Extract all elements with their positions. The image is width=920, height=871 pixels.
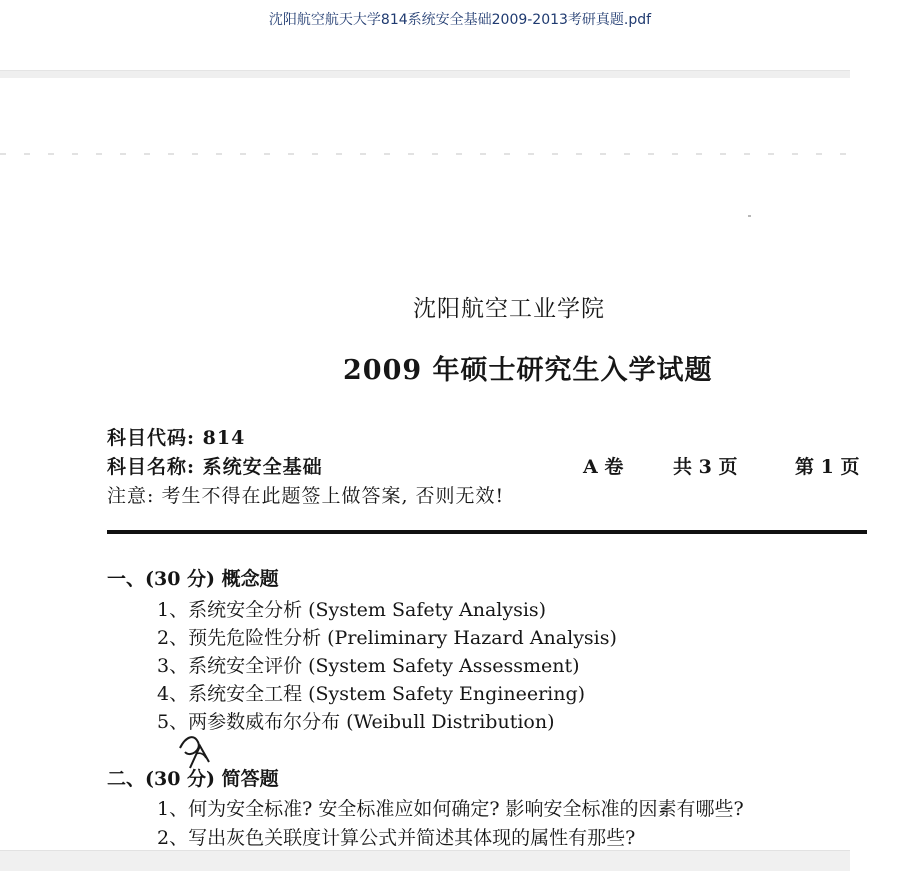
viewer-header [0,0,850,70]
question-item: 1、何为安全标准? 安全标准应如何确定? 影响安全标准的因素有哪些? [157,798,744,820]
scan-speck [748,215,751,217]
file-title[interactable]: 沈阳航空航天大学814系统安全基础2009-2013考研真题.pdf [268,12,652,28]
viewer-footer [0,850,850,871]
subject-code: 科目代码: 814 [107,427,246,449]
page-number: 第 1 页 [795,456,860,478]
header-rule [107,530,867,534]
exam-notice: 注意: 考生不得在此题签上做答案, 否则无效! [107,485,505,507]
question-item: 4、系统安全工程 (System Safety Engineering) [157,683,586,705]
exam-title: 2009 年硕士研究生入学试题 [343,355,713,386]
school-name: 沈阳航空工业学院 [413,296,605,322]
scan-noise [0,152,850,156]
question-item: 3、系统安全评价 (System Safety Assessment) [157,655,580,677]
document-page [0,78,900,850]
total-pages: 共 3 页 [673,456,738,478]
question-item: 5、两参数威布尔分布 (Weibull Distribution) [157,711,555,733]
question-item: 2、写出灰色关联度计算公式并简述其体现的属性有那些? [157,827,636,849]
question-item: 1、系统安全分析 (System Safety Analysis) [157,599,547,621]
section-heading-short-answer: 二、(30 分) 简答题 [107,768,279,790]
document-viewport[interactable] [0,78,860,850]
paper-version: A 卷 [583,456,624,478]
section-heading-concepts: 一、(30 分) 概念题 [107,568,279,590]
question-item: 2、预先危险性分析 (Preliminary Hazard Analysis) [157,627,617,649]
subject-name: 科目名称: 系统安全基础 [107,456,323,478]
